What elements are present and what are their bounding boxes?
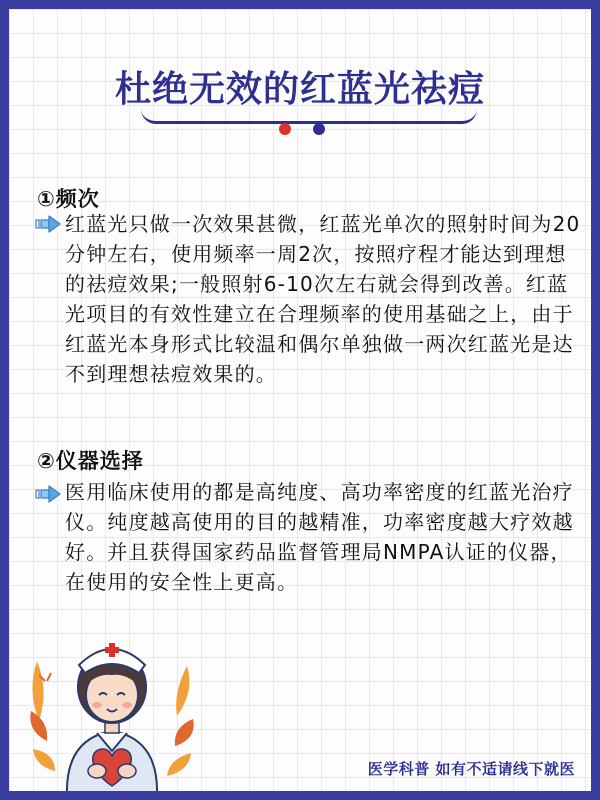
blue-dot (313, 123, 325, 135)
page-title: 杜绝无效的红蓝光祛痘 (114, 69, 485, 110)
footer-note: 医学科普 如有不适请线下就医 (367, 760, 575, 778)
section-text-device: 医用临床使用的都是高纯度、高功率密度的红蓝光治疗仪。纯度越高使用的目的越精准，功率密度越大疗效越好。并且获得国家药品监督管理局NMPA认证的仪器，在使用的安全性上更高。 (65, 480, 574, 594)
title-underline (141, 109, 477, 124)
section-heading-frequency: ①频次 (37, 187, 100, 211)
right-arrow-icon (35, 215, 61, 233)
right-arrow-icon (35, 485, 61, 503)
section-text-frequency: 红蓝光只做一次效果甚微，红蓝光单次的照射时间为20分钟左右，使用频率一周2次，按照疗程才能达到理想的祛痘效果;一般照射6-10次左右就会得到改善。红蓝光项目的有效性建立在合理频率的使用基础之上，由于红蓝光本身形式比较温和偶尔单独做一两次红蓝光是达不到理想祛痘效果的。 (65, 212, 581, 386)
red-dot (279, 123, 291, 135)
nurse-illustration (27, 621, 197, 796)
section-heading-device: ②仪器选择 (37, 449, 144, 473)
